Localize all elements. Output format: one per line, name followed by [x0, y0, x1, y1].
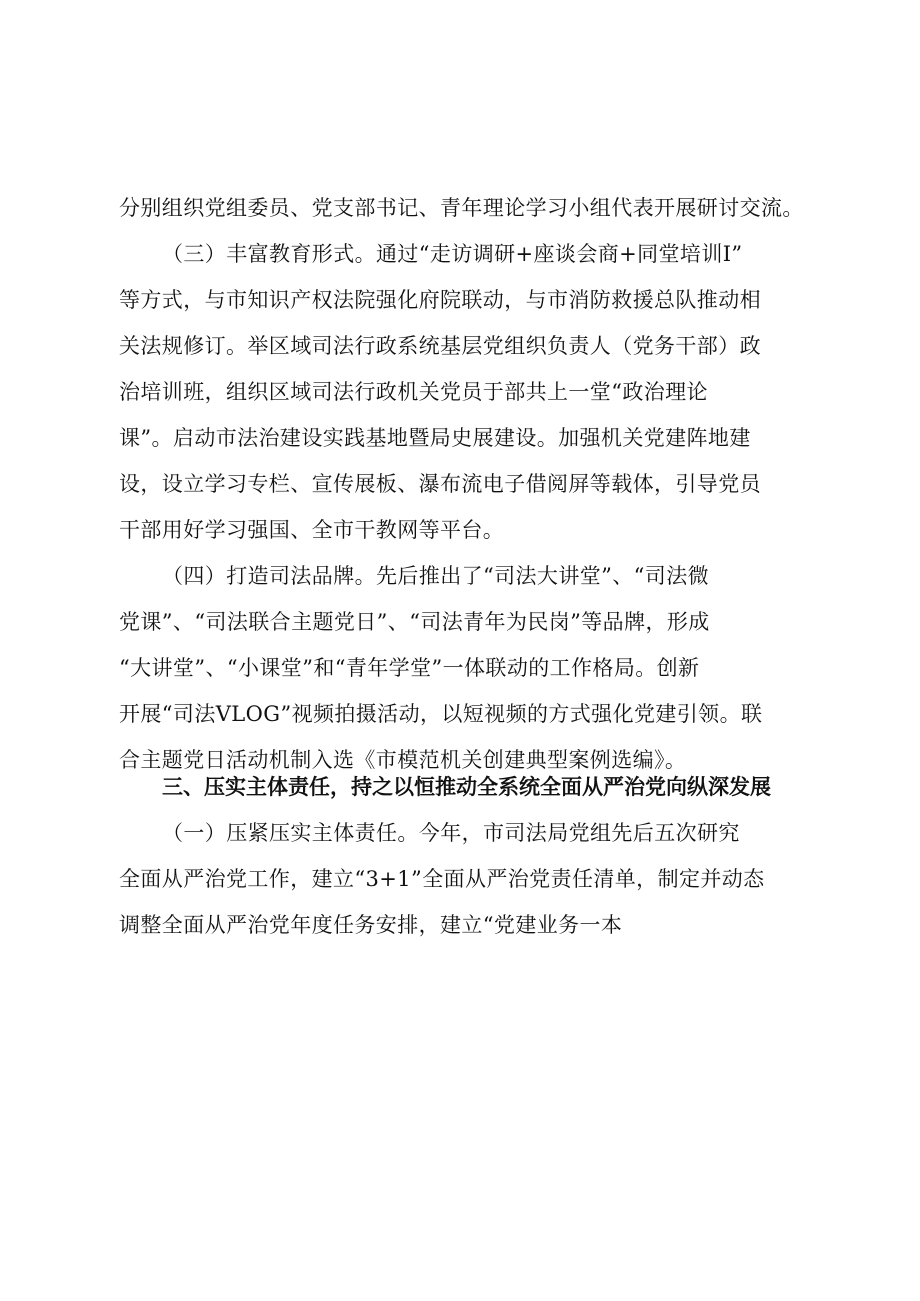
paragraph-line: 干部用好学习强国、全市干教网等平台。: [119, 518, 505, 542]
paragraph-line: 全面从严治党工作，建立“3+1”全面从严治党责任清单，制定并动态: [119, 867, 765, 891]
paragraph-line: 设，设立学习专栏、宣传展板、瀑布流电子借阅屏等载体，引导党员: [119, 472, 761, 496]
paragraph-line: 关法规修订。举区域司法行政系统基层党组织负责人（党务干部）政: [119, 334, 761, 358]
paragraph-line: 开展“司法VLOG”视频拍摄活动，以短视频的方式强化党建引领。联: [119, 702, 763, 726]
paragraph-line: 课”。启动市法治建设实践基地暨局史展建设。加强机关党建阵地建: [119, 426, 751, 450]
paragraph-line: 分别组织党组委员、党支部书记、青年理论学习小组代表开展研讨交流。: [119, 196, 804, 220]
paragraph-line: 合主题党日活动机制入选《市模范机关创建典型案例选编》。: [119, 748, 687, 772]
paragraph-line: 调整全面从严治党年度任务安排，建立“党建业务一本: [119, 913, 623, 937]
paragraph-line: （一）压紧压实主体责任。今年，市司法局党组先后五次研究: [162, 821, 740, 845]
paragraph-line: 治培训班，组织区域司法行政机关党员于部共上一堂“政治理论: [119, 380, 708, 404]
paragraph-line: 等方式，与市知识产权法院强化府院联动，与市消防救援总队推动相: [119, 288, 761, 312]
paragraph-line: “大讲堂”、“小课堂”和“青年学堂”一体联动的工作格局。创新: [119, 656, 700, 680]
paragraph-line: （四）打造司法品牌。先后推出了“司法大讲堂”、“司法微: [162, 564, 710, 588]
paragraph-line: （三）丰富教育形式。通过“走访调研+座谈会商+同堂培训I”: [162, 242, 743, 266]
paragraph-line: 党课”、“司法联合主题党日”、“司法青年为民岗”等品牌，形成: [119, 610, 710, 634]
section-heading: 三、压实主体责任，持之以恒推动全系统全面从严治党向纵深发展: [162, 775, 771, 799]
